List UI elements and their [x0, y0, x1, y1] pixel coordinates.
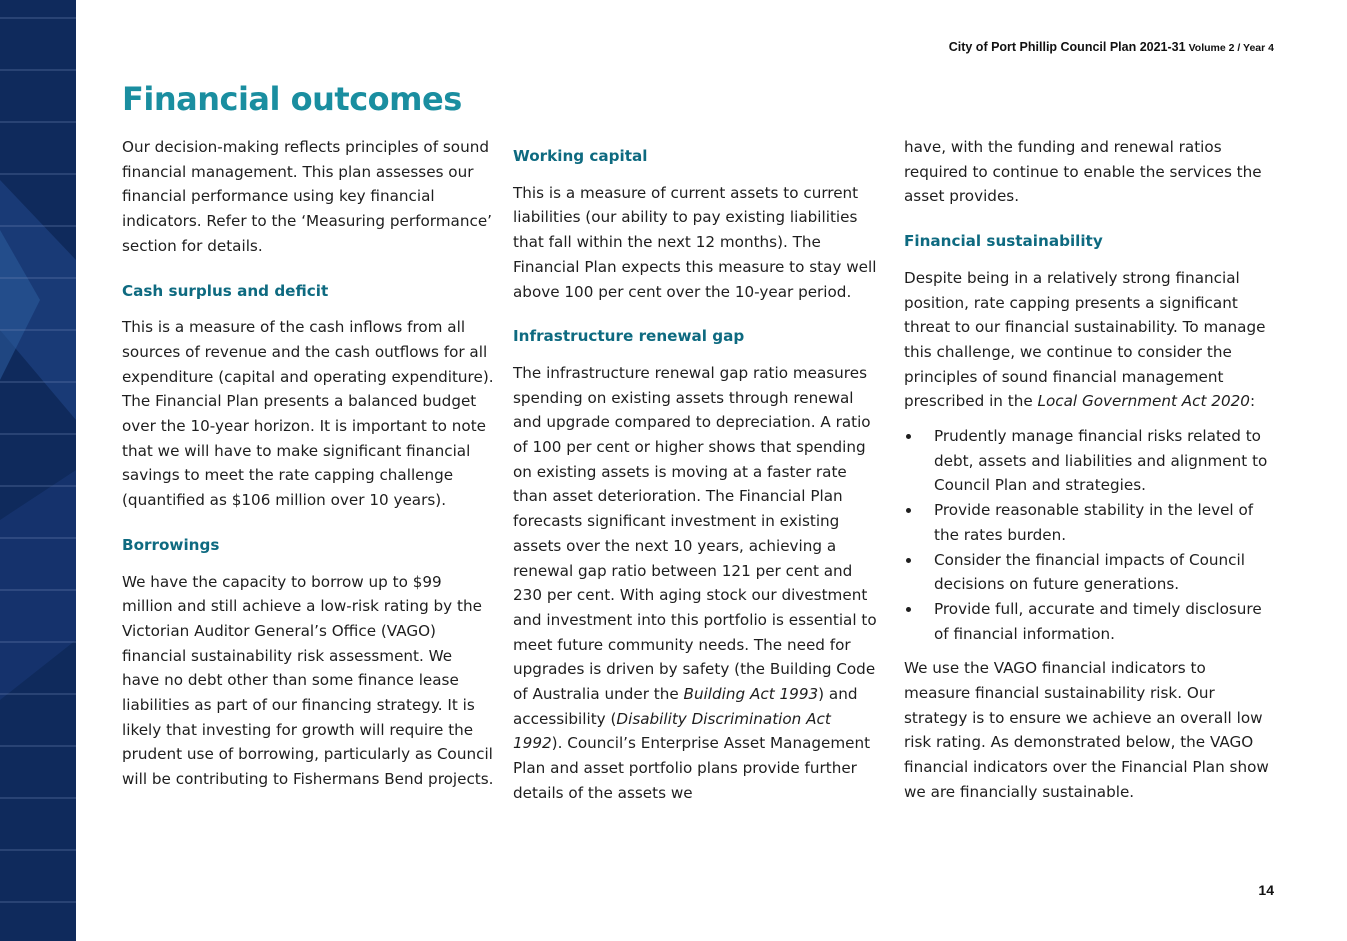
financial-sustainability-paragraph — [904, 266, 1274, 414]
header-doc-title: City of Port Phillip Council Plan 2021-31 — [948, 40, 1186, 54]
infra-text-1: The infrastructure renewal gap ratio measures spending on existing assets through renewal and upgrade compared to depreciation. A ratio of 100 per cent or higher shows that spending on existing assets is moving at a faster rate than asset deterioration. The Financial Plan forecasts significant investment in existing assets over the next 10 years, achieving a renewal gap ratio between 121 per cent and 230 per cent. With aging stock our divestment and investment into this portfolio is essential to meet future community needs. The need for upgrades is driven by safety (the Building Code of Australia under the — [513, 363, 877, 704]
cash-surplus-heading: Cash surplus and deficit — [122, 281, 329, 300]
fs-text: Despite being in a relatively strong financial position, rate capping presents a significant threat to our financial sustainability. To manage this challenge, we continue to consider the principles of sound financial management prescribed in the — [904, 268, 1266, 411]
list-item: Provide full, accurate and timely disclosure of financial information. — [904, 597, 1274, 646]
borrowings-paragraph: We have the capacity to borrow up to $99 million and still achieve a low-risk rating by the Victorian Auditor General’s Office (VAGO) financial sustainability risk assessment. We have no debt other than some finance lease liabilities as part of our financing strategy. It is likely that investing for growth will require the prudent use of borrowing, particularly as Council will be contributing to Fishermans Bend projects. — [122, 572, 494, 789]
continued-paragraph: have, with the funding and renewal ratios required to continue to enable the services the asset provides. — [904, 138, 1262, 206]
list-item: Provide reasonable stability in the level of the rates burden. — [904, 498, 1274, 547]
infrastructure-gap-heading: Infrastructure renewal gap — [513, 327, 745, 346]
list-item: Prudently manage financial risks related to debt, assets and liabilities and alignment to Council Plan and strategies. — [904, 424, 1274, 498]
list-item: Consider the financial impacts of Council decisions on future generations. — [904, 548, 1274, 597]
disability-act-reference: Disability Discrimination Act 1992 — [513, 709, 831, 753]
header-volume: Volume 2 / Year 4 — [1188, 42, 1274, 54]
infrastructure-gap-paragraph — [513, 361, 885, 806]
infra-text-3: ). Council’s Enterprise Asset Management Plan and asset portfolio plans provide further details of the assets we — [513, 734, 871, 802]
borrowings-heading: Borrowings — [122, 535, 220, 554]
sidebar-pattern — [0, 0, 76, 941]
infra-text-2: ) and accessibility ( — [513, 685, 858, 728]
page-number: 14 — [1258, 882, 1274, 898]
column-3 — [904, 135, 1274, 805]
column-1 — [122, 135, 494, 792]
working-capital-heading: Working capital — [513, 147, 648, 165]
working-capital-paragraph: This is a measure of current assets to current liabilities (our ability to pay existing liabilities that fall within the next 12 months). The Financial Plan expects this measure to stay well above 100 per cent over the 10-year period. — [513, 183, 877, 301]
column-2 — [513, 135, 885, 806]
principles-list — [904, 424, 1274, 646]
financial-sustainability-heading: Financial sustainability — [904, 232, 1103, 251]
local-government-act-reference: Local Government Act 2020 — [1037, 392, 1250, 411]
vago-paragraph: We use the VAGO financial indicators to measure financial sustainability risk. Our strategy is to ensure we achieve an overall low risk rating. As demonstrated below, the VAGO financial indicators over the Financial Plan show we are financially sustainable. — [904, 659, 1269, 801]
fs-tail: : — [1249, 392, 1256, 411]
intro-paragraph: Our decision-making reflects principles of sound financial management. This plan assesses our financial performance using key financial indicators. Refer to the ‘Measuring performance’ section for details. — [122, 138, 492, 255]
decorative-sidebar — [0, 0, 76, 941]
cash-surplus-paragraph: This is a measure of the cash inflows from all sources of revenue and the cash outflows for all expenditure (capital and operating expenditure). The Financial Plan presents a balanced budget over the 10-year horizon. It is important to note that we will have to make significant financial savings to meet the rate capping challenge (quantified as $106 million over 10 years). — [122, 318, 494, 510]
building-act-reference: Building Act 1993 — [683, 685, 819, 704]
page-title: Financial outcomes — [122, 80, 462, 118]
document-header — [949, 40, 1274, 54]
